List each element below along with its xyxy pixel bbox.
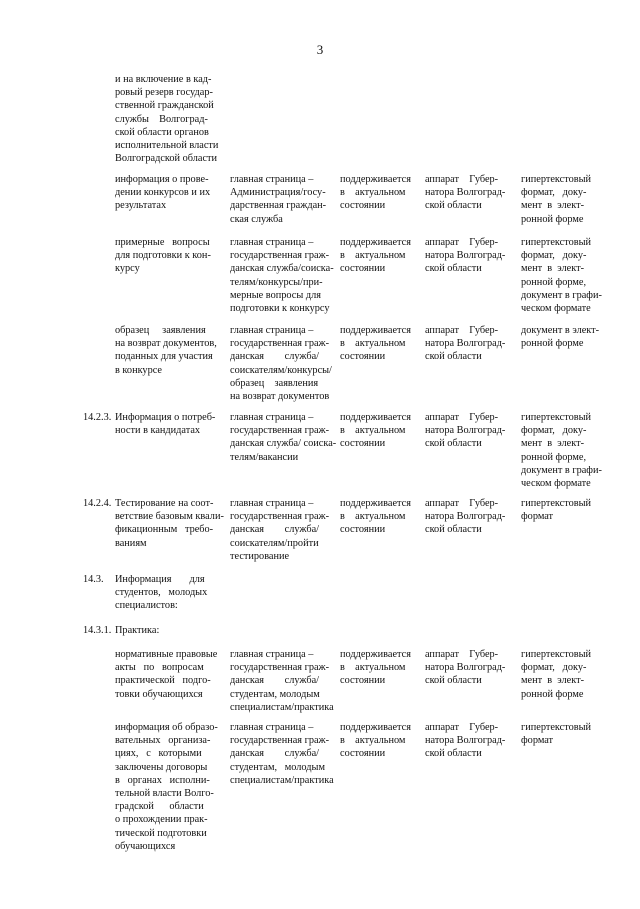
row-responsible: аппарат Губер- натора Волгоград- ской области — [425, 325, 506, 363]
row-info: образец заявления на возврат документов, поданных для участия в конкурсе — [115, 325, 217, 376]
row-frequency: поддерживается в актуальном состоянии — [340, 649, 411, 687]
row-info: Практика: — [115, 625, 160, 636]
row-responsible: аппарат Губер- натора Волгоград- ской области — [425, 412, 506, 450]
row-format: гипертекстовый формат, доку- мент в элект- ронной форме, документ в графи- ческом формате — [521, 237, 602, 315]
row-format: документ в элект- ронной форме — [521, 325, 600, 350]
row-info: примерные вопросы для подготовки к кон- курсу — [115, 237, 211, 275]
row-responsible: аппарат Губер- натора Волгоград- ской области — [425, 722, 506, 760]
row-frequency: поддерживается в актуальном состоянии — [340, 237, 411, 275]
row-location: главная страница – государственная граж- данская служба/ соискателям/пройти тестирование — [230, 498, 330, 562]
row-frequency: поддерживается в актуальном состоянии — [340, 412, 411, 450]
row-frequency: поддерживается в актуальном состоянии — [340, 722, 411, 760]
row-responsible: аппарат Губер- натора Волгоград- ской области — [425, 498, 506, 536]
row-info: нормативные правовые акты по вопросам практической подго- товки обучающихся — [115, 649, 218, 700]
row-info: Тестирование на соот- ветствие базовым квали- фикационным требо- ваниям — [115, 498, 224, 549]
row-location: главная страница – Администрация/госу- дарственная граждан- ская служба — [230, 174, 327, 225]
row-format: гипертекстовый формат, доку- мент в элект- ронной форме — [521, 649, 592, 700]
row-info: Информация для студентов, молодых специалистов: — [115, 574, 208, 612]
row-location: главная страница – государственная граж- данская служба/ соискателям/конкурсы/ образец заявления на возврат документов — [230, 325, 332, 403]
row-number: 14.2.3. — [83, 412, 112, 423]
row-number: 14.3.1. — [83, 625, 112, 636]
row-info: информация о прове- дении конкурсов и их результатах — [115, 174, 211, 212]
row-info: Информация о потреб- ности в кандидатах — [115, 412, 216, 437]
row-location: главная страница – государственная граж- данская служба/ студентам, молодым специалистам/практика — [230, 649, 334, 713]
row-location: главная страница – государственная граж- данская служба/ соиска- телям/вакансии — [230, 412, 337, 463]
page-number: 3 — [316, 42, 324, 57]
row-frequency: поддерживается в актуальном состоянии — [340, 174, 411, 212]
row-frequency: поддерживается в актуальном состоянии — [340, 498, 411, 536]
row-format: гипертекстовый формат — [521, 498, 592, 523]
row-responsible: аппарат Губер- натора Волгоград- ской области — [425, 174, 506, 212]
row-responsible: аппарат Губер- натора Волгоград- ской области — [425, 237, 506, 275]
row-frequency: поддерживается в актуальном состоянии — [340, 325, 411, 363]
top-continuation-text: и на включение в кад- ровый резерв государ- ственной гражданской службы Волгоград- ской области органов исполнительной власти Волгоградской области — [115, 74, 219, 165]
row-info: информация об образо- вательных организа- циях, с которыми заключены договоры в органах исполни- тельной власти Волго- градской области о прохождении прак- тической подготовки обучающихся — [115, 722, 218, 852]
row-number: 14.3. — [83, 574, 104, 585]
row-responsible: аппарат Губер- натора Волгоград- ской области — [425, 649, 506, 687]
row-number: 14.2.4. — [83, 498, 112, 509]
row-format: гипертекстовый формат, доку- мент в элект- ронной форме — [521, 174, 592, 225]
row-location: главная страница – государственная граж- данская служба/ студентам, молодым специалистам/практика — [230, 722, 334, 786]
row-format: гипертекстовый формат — [521, 722, 592, 747]
row-location: главная страница – государственная граж- данская служба/соиска- телям/конкурсы/при- мерные вопросы для подготовки к конкурсу — [230, 237, 334, 315]
row-format: гипертекстовый формат, доку- мент в элект- ронной форме, документ в графи- ческом формате — [521, 412, 602, 490]
